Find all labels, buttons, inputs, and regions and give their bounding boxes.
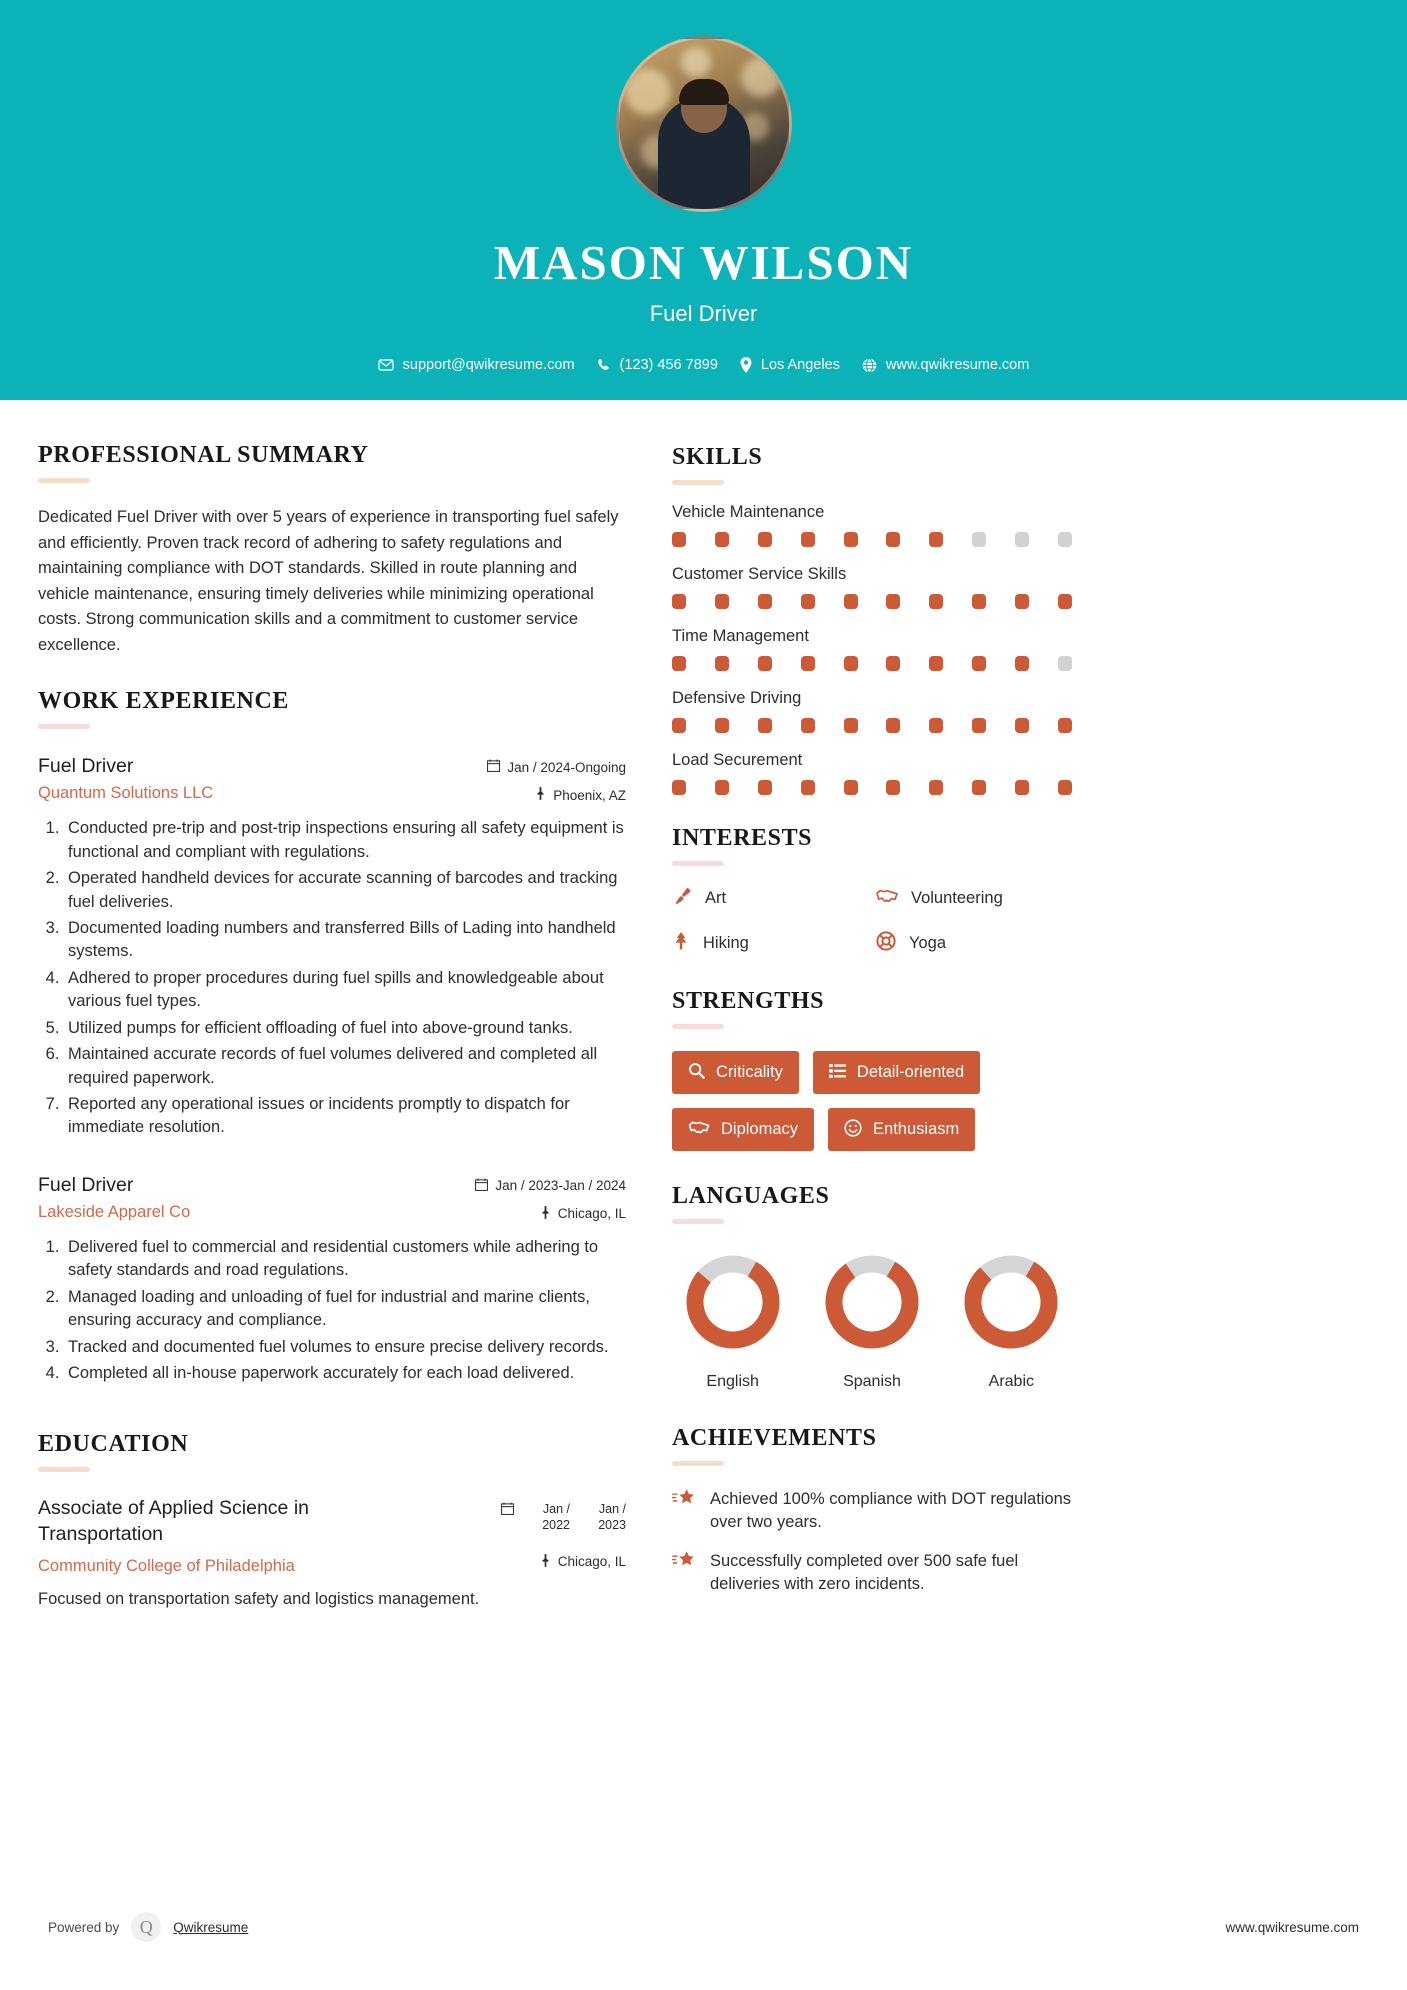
education-location-text: Chicago, IL: [557, 1554, 626, 1570]
skill-dot: [1015, 780, 1029, 795]
interest-label: Art: [705, 889, 727, 907]
skill-dot: [758, 532, 772, 547]
skill-dot: [801, 594, 815, 609]
skill-dot: [801, 656, 815, 671]
smile-icon: [844, 1119, 862, 1141]
skill-dot: [672, 780, 686, 795]
section-divider: [672, 1461, 724, 1466]
calendar-icon: [501, 1502, 514, 1520]
skill-dot: [844, 532, 858, 547]
skill-rating: [672, 656, 1072, 671]
achievement-text: Successfully completed over 500 safe fuel deliveries with zero incidents.: [710, 1552, 1019, 1594]
skill-dot: [886, 656, 900, 671]
interest-item: [672, 886, 868, 911]
education-entry: [38, 1496, 626, 1576]
skill-dot: [1058, 780, 1072, 795]
skill-dot: [844, 718, 858, 733]
skill-dot: [758, 594, 772, 609]
job-dates-text: Jan / 2023-Jan / 2024: [495, 1178, 626, 1194]
paintbrush-icon: [672, 886, 692, 911]
skill-dot: [929, 780, 943, 795]
powered-by-label: Powered by: [48, 1919, 120, 1935]
interest-item: [876, 931, 1072, 956]
donut-chart: [681, 1250, 785, 1354]
skill-dot: [715, 780, 729, 795]
contact-email-text: support@qwikresume.com: [402, 357, 575, 373]
language-label: Spanish: [843, 1373, 901, 1390]
summary-text: Dedicated Fuel Driver with over 5 years of experience in transporting fuel safely and efficiently. Proven track record of adhering to safety regulations and maintaining compliance with DOT standards. Skilled in route planning and vehicle maintenance, ensuring timely deliveries while minimizing operational costs. Strong communication skills and a commitment to customer service excellence.: [38, 508, 619, 654]
page-footer: [0, 1912, 1407, 1942]
education-end: Jan / 2023: [598, 1502, 626, 1533]
job-location: [487, 787, 626, 803]
interest-label: Volunteering: [911, 889, 1003, 907]
skill-dot: [1015, 532, 1029, 547]
skill-dot: [801, 780, 815, 795]
right-column: [672, 442, 1072, 1612]
mail-icon: [378, 357, 394, 373]
skill-dot: [715, 532, 729, 547]
skill-dot: [672, 594, 686, 609]
strength-chip-criticality[interactable]: [672, 1051, 799, 1094]
skill-dot: [844, 656, 858, 671]
summary-heading: PROFESSIONAL SUMMARY: [38, 442, 369, 468]
skill-item: [672, 627, 1072, 671]
phone-icon: [597, 358, 611, 373]
skill-dot: [929, 718, 943, 733]
skill-dot: [886, 718, 900, 733]
handshake-icon: [688, 1119, 710, 1140]
skill-dot: [672, 718, 686, 733]
section-work-experience: [38, 688, 626, 1385]
skill-rating: [672, 532, 1072, 547]
avatar: [616, 36, 792, 212]
lifebuoy-icon: [876, 931, 896, 956]
skill-label: Load Securement: [672, 751, 803, 769]
skill-dot: [1058, 532, 1072, 547]
skill-dot: [715, 718, 729, 733]
skill-label: Vehicle Maintenance: [672, 503, 825, 521]
section-languages: [672, 1183, 1072, 1391]
contact-website-text: www.qwikresume.com: [885, 357, 1030, 373]
job-bullet: 1. Conducted pre-trip and post-trip inspections ensuring all safety equipment is functional and compliant with regulations.: [64, 817, 626, 864]
education-start: Jan / 2022: [542, 1502, 570, 1533]
job-bullet: 1. Delivered fuel to commercial and residential customers while adhering to safety standards and road regulations.: [64, 1236, 626, 1283]
skill-dot: [972, 780, 986, 795]
tree-icon: [672, 931, 690, 956]
skill-label: Customer Service Skills: [672, 565, 847, 583]
job-bullet: 5. Utilized pumps for efficient offloading of fuel into above-ground tanks.: [64, 1017, 626, 1040]
pin-icon: [540, 1554, 551, 1570]
language-item: [672, 1250, 793, 1391]
section-divider: [38, 724, 90, 729]
education-degree: Associate of Applied Science in Transportation: [38, 1497, 310, 1545]
contact-location-text: Los Angeles: [760, 357, 840, 373]
job-dates: [487, 759, 626, 775]
strength-label: Criticality: [716, 1063, 783, 1081]
language-item: [951, 1250, 1072, 1391]
section-divider: [38, 478, 90, 483]
job-location: [475, 1206, 626, 1222]
skill-dot: [758, 718, 772, 733]
work-entry: [38, 1174, 626, 1386]
resume-body: [0, 400, 1407, 1612]
pin-icon: [540, 1206, 551, 1222]
strength-label: Enthusiasm: [873, 1120, 960, 1138]
contact-website[interactable]: [862, 357, 1029, 373]
location-icon: [740, 357, 752, 373]
skill-dot: [972, 532, 986, 547]
language-label: Arabic: [988, 1373, 1034, 1390]
strengths-heading: STRENGTHS: [672, 988, 825, 1014]
contact-phone-text: (123) 456 7899: [619, 357, 718, 373]
skill-dot: [715, 594, 729, 609]
skill-dot: [1015, 656, 1029, 671]
skill-dot: [672, 656, 686, 671]
interests-heading: INTERESTS: [672, 825, 813, 851]
languages-charts: [672, 1250, 1072, 1391]
strength-chip-enthusiasm[interactable]: [828, 1108, 975, 1152]
job-role-subtitle: Fuel Driver: [649, 301, 758, 326]
skill-dot: [1058, 594, 1072, 609]
strength-label: Diplomacy: [721, 1120, 799, 1138]
section-strengths: [672, 988, 1072, 1151]
skill-dot: [886, 780, 900, 795]
star-icon: [672, 1550, 696, 1577]
left-column: [38, 442, 626, 1612]
star-icon: [672, 1488, 696, 1515]
strength-label: Detail-oriented: [856, 1063, 965, 1081]
resume-header: [0, 0, 1407, 400]
interest-label: Yoga: [909, 934, 947, 952]
skill-dot: [844, 594, 858, 609]
skill-dot: [801, 718, 815, 733]
page-title: MASON WILSON: [493, 235, 914, 290]
job-dates-text: Jan / 2024-Ongoing: [507, 759, 626, 775]
interests-list: [672, 886, 1072, 956]
footer-website[interactable]: www.qwikresume.com: [1225, 1919, 1359, 1935]
skill-dot: [1058, 656, 1072, 671]
skill-rating: [672, 780, 1072, 795]
skill-item: [672, 565, 1072, 609]
list-icon: [829, 1063, 846, 1083]
qwikresume-link[interactable]: Qwikresume: [173, 1919, 249, 1935]
education-description: Focused on transportation safety and logistics management.: [38, 1590, 480, 1609]
strength-chip-diplomacy[interactable]: [672, 1108, 814, 1152]
contact-bar: [0, 357, 1407, 373]
skill-item: [672, 689, 1072, 733]
skill-dot: [929, 594, 943, 609]
work-entry: [38, 755, 626, 1139]
achievement-text: Achieved 100% compliance with DOT regulations over two years.: [710, 1490, 1072, 1532]
skill-item: [672, 751, 1072, 795]
qwikresume-logo-icon: Q: [131, 1912, 161, 1942]
work-heading: WORK EXPERIENCE: [38, 688, 290, 715]
education-dates: [501, 1496, 626, 1533]
section-achievements: [672, 1425, 1072, 1596]
calendar-icon: [487, 759, 500, 775]
skills-heading: SKILLS: [672, 444, 763, 470]
contact-location[interactable]: [740, 357, 840, 373]
skill-dot: [972, 718, 986, 733]
skill-dot: [801, 532, 815, 547]
job-bullet: 7. Reported any operational issues or incidents promptly to dispatch for immediate resolution.: [64, 1093, 626, 1140]
job-company: Lakeside Apparel Co: [38, 1202, 191, 1221]
job-bullet: 3. Documented loading numbers and transferred Bills of Lading into handheld systems.: [64, 917, 626, 964]
job-bullet: 6. Maintained accurate records of fuel volumes delivered and completed all required paperwork.: [64, 1043, 626, 1090]
language-label: English: [706, 1373, 759, 1390]
interest-item: [876, 886, 1072, 911]
achievement-item: [672, 1488, 1072, 1534]
job-bullet: 2. Managed loading and unloading of fuel for industrial and marine clients, ensuring accuracy and compliance.: [64, 1286, 626, 1333]
job-company: Quantum Solutions LLC: [38, 784, 214, 803]
search-icon: [688, 1062, 705, 1083]
section-education: [38, 1431, 626, 1609]
job-bullet: 3. Tracked and documented fuel volumes to ensure precise delivery records.: [64, 1336, 626, 1359]
job-bullet: 4. Adhered to proper procedures during fuel spills and knowledgeable about various fuel types.: [64, 967, 626, 1014]
achievements-heading: ACHIEVEMENTS: [672, 1425, 877, 1451]
achievements-list: [672, 1488, 1072, 1596]
job-bullets: [38, 1236, 626, 1386]
skill-dot: [1015, 594, 1029, 609]
section-interests: [672, 825, 1072, 956]
job-dates: [475, 1178, 626, 1194]
section-divider: [672, 861, 724, 866]
skill-dot: [886, 532, 900, 547]
skill-dot: [844, 780, 858, 795]
donut-chart: [959, 1250, 1063, 1354]
skill-dot: [929, 532, 943, 547]
strength-chip-detail-oriented[interactable]: [813, 1051, 980, 1094]
skill-dot: [886, 594, 900, 609]
section-divider: [672, 1219, 724, 1224]
job-title: Fuel Driver: [38, 755, 134, 778]
skill-rating: [672, 718, 1072, 733]
contact-email[interactable]: [378, 357, 575, 373]
skill-item: [672, 503, 1072, 547]
skill-dot: [758, 780, 772, 795]
section-divider: [38, 1467, 90, 1472]
section-professional-summary: [38, 442, 626, 658]
skill-dot: [1015, 718, 1029, 733]
skill-rating: [672, 594, 1072, 609]
section-skills: [672, 444, 1072, 795]
calendar-icon: [475, 1178, 488, 1194]
skill-dot: [929, 656, 943, 671]
skill-dot: [715, 656, 729, 671]
job-title: Fuel Driver: [38, 1173, 134, 1196]
skill-dot: [758, 656, 772, 671]
skill-label: Time Management: [672, 627, 809, 645]
pin-icon: [535, 787, 546, 803]
strengths-list: [672, 1051, 1072, 1151]
section-divider: [672, 480, 724, 485]
language-item: [811, 1250, 932, 1391]
donut-chart: [820, 1250, 924, 1354]
interest-label: Hiking: [703, 934, 749, 952]
languages-heading: LANGUAGES: [672, 1183, 830, 1209]
skill-dot: [972, 594, 986, 609]
job-location-text: Chicago, IL: [557, 1206, 626, 1222]
skill-dot: [672, 532, 686, 547]
skill-dot: [1058, 718, 1072, 733]
education-heading: EDUCATION: [38, 1431, 189, 1458]
skills-list: [672, 503, 1072, 795]
job-location-text: Phoenix, AZ: [553, 787, 626, 803]
handshake-icon: [876, 887, 898, 910]
education-school: Community College of Philadelphia: [38, 1557, 295, 1576]
achievement-item: [672, 1550, 1072, 1596]
education-location: [501, 1554, 626, 1570]
job-bullet: 2. Operated handheld devices for accurate scanning of barcodes and tracking fuel deliveries.: [64, 867, 626, 914]
contact-phone[interactable]: [597, 357, 718, 373]
section-divider: [672, 1024, 724, 1029]
job-bullets: [38, 817, 626, 1139]
job-bullet: 4. Completed all in-house paperwork accurately for each load delivered.: [64, 1362, 626, 1385]
skill-label: Defensive Driving: [672, 689, 802, 707]
skill-dot: [972, 656, 986, 671]
globe-icon: [862, 358, 877, 373]
interest-item: [672, 931, 868, 956]
